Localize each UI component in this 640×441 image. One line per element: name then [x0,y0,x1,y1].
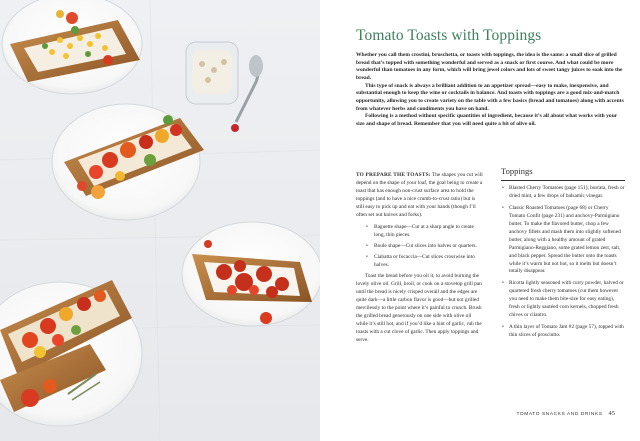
list-item: • Ciabatta or focaccia—Cut slices crosswise into halves. [366,254,484,270]
jar-with-spoon [186,42,263,132]
list-item: • A thin layer of Tomato Jam #2 (page 57), topped with thin slices of prosciutto. [501,324,625,340]
intro-paragraph: This type of snack is always a brilliant addition to an appetizer spread—easy to make, inexpensive, and substantial enough to keep the wine or cocktails in balance. And toasts with toppings are a good mix-and-match opportunity, allowing you to create variety on the table with a few basics (bread and tomatoes) along with accents from whatever herbs and condiments you have on hand. [356,82,624,112]
list-item: • Baguette shape—Cut at a sharp angle to create long, thin pieces. [366,224,484,240]
plate-cherry-tomato-toast [52,104,204,220]
page-number: 45 [608,410,615,417]
plate-corn-toast [2,0,142,94]
toppings-column [501,168,625,344]
list-item: • Boule shape—Cut slices into halves or quarters. [366,243,484,251]
prepare-lead: TO PREPARE THE TOASTS: [356,172,431,178]
page-title: Tomato Toasts with Toppings [356,27,542,44]
bread-shape-list [356,224,484,270]
toppings-list [501,185,625,340]
list-item: • Classic Roasted Tomatoes (page 68) or Cherry Tomato Confit (page 231) and anchovy-Parmigiano butter. To make the flavored butter, chop a few anchovy fillets and mash them into slightly softened butter, along with a healthy amount of grated Parmigiano-Reggiano, some grated lemon zest, salt, and black pepper. Spread the butter onto the toasts while it’s warm but not hot, so it melts but doesn’t totally disappear. [501,205,625,277]
list-item: • Blasted Cherry Tomatoes (page 151), burrata, fresh or dried mint, a few drops of balsamic vinegar. [501,185,625,201]
plate-tomato-bruschetta [0,280,142,426]
page-footer [516,410,615,417]
plate-burrata-toast [182,222,320,326]
intro-text [356,52,624,129]
prepare-text: The shapes you cut will depend on the shape of your loaf, the goal being to create a toast that has enough non-crust surface area to hold the toppings (and to have a nice crumb-to-crust ratio) but is still easy to pick up and eat with your hands (though I’ll often set out knives and forks). [356,172,483,218]
intro-paragraph: Whether you call them crostini, bruschetta, or toasts with toppings, the idea is the same: a small slice of grilled bread that’s topped with something wonderful and served as a snack or first course. And what could be more wonderful than tomatoes in any form, which will bring jewel colors and lots of sweet tangy juices to soak into the bread. [356,52,623,81]
list-item: • Ricotta lightly seasoned with curry powder, halved or quartered fresh cherry tomatoes (cut them however you need to make them bite-size for easy eating), fresh or lightly sautéed corn kernels, chopped fresh chives or cilantro. [501,280,625,320]
prepare-paragraph [356,172,484,220]
intro-paragraph: Following is a method without specific quantities of ingredient, because it’s all about what works with your size and shape of bread. Remember that you will need quite a bit of olive oil. [356,113,618,127]
toppings-heading: Toppings [501,168,625,181]
footer-section-title: TOMATO SNACKS AND DRINKS [516,412,603,417]
recipe-page [320,0,640,441]
toast-paragraph: Toast the bread before you oil it, to avoid burning the lovely olive oil. Grill, broil, or cook on a stovetop grill pan until the bread is nicely crisped overall and the edges are quite dark—a little carbon flavor is good—but not grilled mercilessly to the point where it’s painful to crunch. Brush the grilled bread generously on one side with olive oil while it’s still hot, and if you’d like a hint of garlic, rub the toasts with a cut clove of garlic. Then apply toppings and serve. [356,273,482,344]
method-column [356,172,484,345]
